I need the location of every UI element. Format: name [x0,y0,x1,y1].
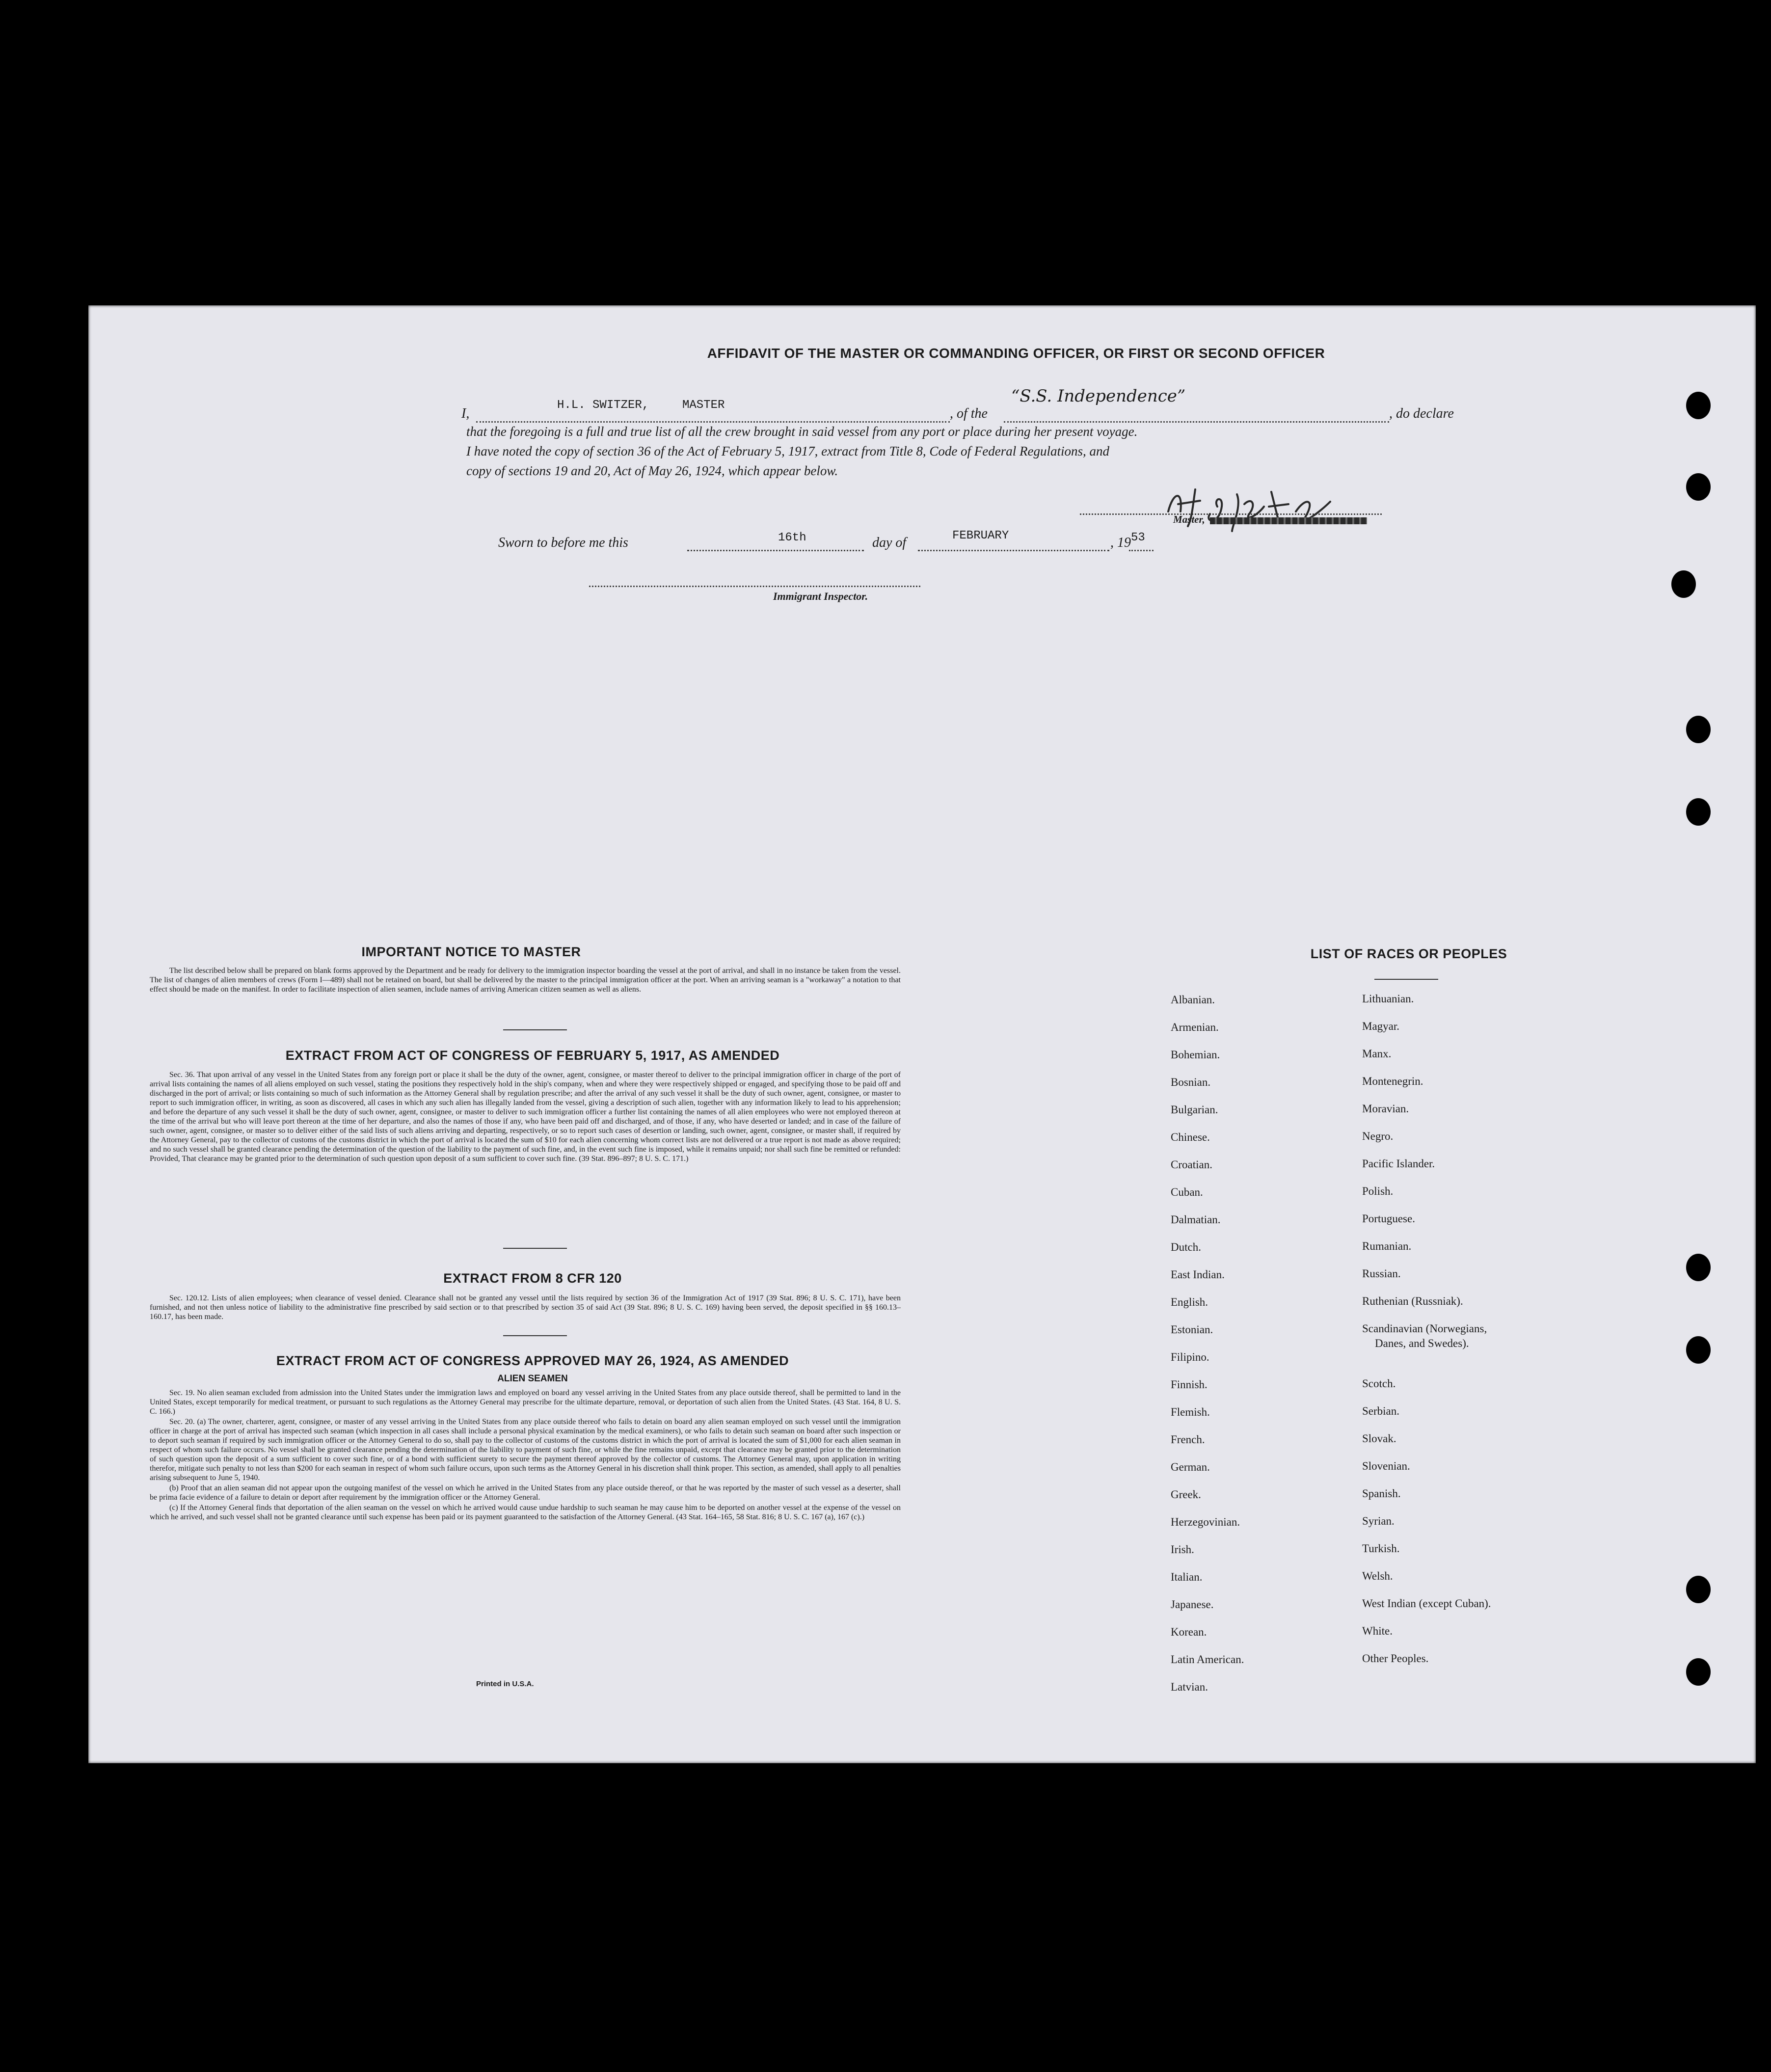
race-item: Latin American. [1171,1653,1244,1666]
binder-hole [1671,570,1696,598]
race-item: Welsh. [1362,1570,1393,1582]
signature-label: Master, [1173,513,1205,525]
year-prefix: , 19 [1110,535,1131,550]
race-item: Danes, and Swedes). [1375,1337,1469,1349]
race-item: Slovak. [1362,1432,1396,1445]
race-item: East Indian. [1171,1268,1225,1281]
race-item: Albanian. [1171,994,1215,1006]
race-item: Manx. [1362,1048,1392,1060]
month-underline [918,550,1109,551]
races-title: LIST OF RACES OR PEOPLES [1310,946,1507,961]
race-item: Bohemian. [1171,1049,1220,1061]
race-item: Polish. [1362,1185,1394,1197]
master-signature [1158,477,1345,536]
sec-19-text: Sec. 19. No alien seaman excluded from admission into the United States under the immigration laws and employed on board any vessel arriving in the United States from any place outside thereof, shall be permitted to land in the United States, except temporarily for medical treatment, or pursuant to such regulations as the Attorney General may prescribe for the ultimate departure, removal, or deportation of such alien from the United States. (43 Stat. 164, 8 U. S. C. 166.) [150,1389,901,1416]
race-item: French. [1171,1433,1205,1446]
year-underline [1129,550,1154,551]
binder-hole [1686,1336,1711,1364]
race-item: Dutch. [1171,1241,1201,1253]
race-item: Magyar. [1362,1020,1400,1032]
race-item: German. [1171,1461,1210,1473]
struck-officer-text [1210,517,1367,524]
sworn-day: 16th [778,531,806,544]
race-item: Rumanian. [1362,1240,1412,1252]
binder-hole [1686,716,1711,743]
of-the-label: , of the [950,406,988,421]
affidavit-i-label: I, [461,406,470,421]
race-item: Filipino. [1171,1351,1209,1363]
extract-1917-title: EXTRACT FROM ACT OF CONGRESS OF FEBRUARY 5, 1917, AS AMENDED [285,1048,780,1063]
race-item: Cuban. [1171,1186,1203,1198]
race-item: Bulgarian. [1171,1103,1218,1116]
document-sheet [88,305,1756,1763]
name-underline [476,421,950,423]
master-name: H.L. SWITZER, [557,399,649,412]
extract-1924-title: EXTRACT FROM ACT OF CONGRESS APPROVED MAY 26, 1924, AS AMENDED [276,1353,789,1368]
race-item: Turkish. [1362,1542,1400,1555]
extract-cfr-title: EXTRACT FROM 8 CFR 120 [443,1271,622,1286]
sworn-month: FEBRUARY [952,529,1009,542]
race-item: Armenian. [1171,1021,1219,1033]
race-item: Syrian. [1362,1515,1395,1527]
race-item: Latvian. [1171,1681,1208,1693]
binder-hole [1686,1254,1711,1281]
affidavit-statement-2: I have noted the copy of section 36 of the Act of February 5, 1917, extract from Title 8, Code of Federal Regulations, and [466,444,1110,458]
divider [503,1248,567,1249]
binder-hole [1686,1658,1711,1686]
divider [503,1029,567,1030]
race-item: Croatian. [1171,1158,1212,1171]
race-item: Slovenian. [1362,1460,1410,1472]
sec-20b-text: (b) Proof that an alien seaman did not appear upon the outgoing manifest of the vessel on which he arrived in the United States from any place outside thereof, or that he was reported by the master of such vessel as a deserter, shall be prima facie evidence of a failure to detain or deport after requirement by the immigration officer or the Attorney General. [150,1484,901,1502]
day-underline [687,550,864,551]
alien-seamen-subtitle: ALIEN SEAMEN [497,1373,568,1384]
race-item: Japanese. [1171,1598,1214,1611]
race-item: Russian. [1362,1267,1401,1280]
race-item: Estonian. [1171,1323,1213,1336]
do-declare-label: , do declare [1389,406,1454,421]
sworn-year: 53 [1131,531,1145,544]
race-item: West Indian (except Cuban). [1362,1597,1491,1610]
race-item: Herzegovinian. [1171,1516,1240,1528]
affidavit-title: AFFIDAVIT OF THE MASTER OR COMMANDING OFFICER, OR FIRST OR SECOND OFFICER [707,346,1325,361]
vessel-name: “S.S. Independence” [1011,386,1186,406]
race-item: Spanish. [1362,1487,1401,1500]
race-item: Finnish. [1171,1378,1208,1391]
race-item: Serbian. [1362,1405,1400,1417]
race-item: English. [1171,1296,1208,1308]
inspector-line [589,586,920,587]
race-item: Ruthenian (Russniak). [1362,1295,1463,1307]
race-item: Italian. [1171,1571,1203,1583]
race-item: Chinese. [1171,1131,1210,1143]
affidavit-statement-3: copy of sections 19 and 20, Act of May 26, 1924, which appear below. [466,463,838,478]
sec-20c-text: (c) If the Attorney General finds that deportation of the alien seaman on the vessel on which he arrived would cause undue hardship to such seaman he may cause him to be deported on another vessel at the expense of the vessel on which he arrived, and such vessel shall not be granted clearance until such expense has been paid or its payment guaranteed to the satisfaction of the Attorney General. (43 Stat. 164–165, 58 Stat. 816; 8 U. S. C. 167 (a), 167 (c).) [150,1504,901,1521]
race-item: Portuguese. [1362,1212,1415,1225]
race-item: Scandinavian (Norwegians, [1362,1322,1487,1335]
notice-title: IMPORTANT NOTICE TO MASTER [361,944,581,959]
binder-hole [1686,798,1711,826]
race-item: Montenegrin. [1362,1075,1423,1087]
extract-cfr-body: Sec. 120.12. Lists of alien employees; when clearance of vessel denied. Clearance shall not be granted any vessel until the lists required by section 36 of the Immigration Act of 1917 (39 Stat. 896; 8 U. S. C. 171), have been furnished, and not then unless notice of liability to the administrative fine prescribed by said section or to that prescribed by section 35 of said Act (39 Stat. 896; 8 U. S. C. 169) having been served, the deposit specified in §§ 160.13–160.17, has been made. [150,1294,901,1321]
notice-body: The list described below shall be prepared on blank forms approved by the Department and be ready for delivery to the immigration inspector boarding the vessel at the port of arrival, and shall in no instance be taken from the vessel. The list of changes of alien members of crews (Form I—489) shall not be retained on board, but shall be delivered by the master to the principal immigration officer at the port. When an arriving seaman is a "workaway" a notation to that effect should be made on the manifest. In order to facilitate inspection of alien seamen, include names of arriving American citizen seamen as well as aliens. [150,967,901,994]
race-item: Irish. [1171,1543,1194,1556]
race-item: Flemish. [1171,1406,1210,1418]
vessel-underline [1004,421,1389,423]
race-item: White. [1362,1625,1393,1637]
binder-hole [1686,1576,1711,1603]
race-item: Greek. [1171,1488,1201,1501]
day-of-label: day of [872,535,907,550]
binder-hole [1686,392,1711,419]
race-item: Korean. [1171,1626,1207,1638]
inspector-label: Immigrant Inspector. [773,590,868,602]
master-rank: MASTER [682,399,725,412]
affidavit-statement-1: that the foregoing is a full and true list of all the crew brought in said vessel from any port or place during her present voyage. [466,424,1138,439]
extract-1924-body [150,1388,901,1523]
printed-in-usa: Printed in U.S.A. [476,1680,534,1688]
divider [1374,979,1438,980]
sworn-label: Sworn to before me this [498,535,628,550]
binder-hole [1686,473,1711,501]
race-item: Other Peoples. [1362,1652,1429,1665]
race-item: Moravian. [1362,1103,1409,1115]
race-item: Bosnian. [1171,1076,1211,1088]
divider [503,1335,567,1336]
race-item: Negro. [1362,1130,1394,1142]
race-item: Dalmatian. [1171,1213,1221,1226]
race-item: Lithuanian. [1362,993,1414,1005]
extract-1917-body: Sec. 36. That upon arrival of any vessel in the United States from any foreign port or place it shall be the duty of the owner, agent, consignee, or master thereof to deliver to the principal immigration officer in charge of the port of arrival lists containing the names of all aliens employed on such vessel, stating the positions they respectively hold in the ship's company, when and where they were respectively shipped or engaged, and specifying those to be paid off and discharged in the port of arrival; or lists containing so much of such information as the Attorney General shall by regulation prescribe; and after the arrival of any such vessel it shall be the duty of such owner, agent, consignee, or master to report to such immigration officer, in writing, as soon as discovered, all cases in which any such alien has illegally landed from the vessel, giving a description of such alien, together with any information likely to lead to his apprehension; and before the departure of any such vessel it shall be the duty of such owner, agent, consignee, or master to deliver to such immigration officer a further list containing the names of all alien employees who were not employed thereon at the time of the arrival but who will leave port thereon at the time of her departure, and also the names of those if any, who have been paid off and discharged, and of those, if any, who have deserted or landed; and in case of the failure of such owner, agent, consignee, or master so to deliver either of the said lists of such aliens arriving and departing, respectively, or so to report such cases of desertion or landing, such owner, agent, consignee, or master shall, if required by the Attorney General, pay to the collector of customs of the customs district in which the port of arrival is located the sum of $10 for each alien concerning whom correct lists are not delivered or a true report is not made as above required; and no such vessel shall be granted clearance pending the determination of the question of the liability to the payment of such fine, and, in the event such fine is imposed, while it remains unpaid; nor shall such fine be remitted or refunded: Provided, That clearance may be granted prior to the determination of such question upon deposit of a sum sufficient to cover such fine. (39 Stat. 896–897; 8 U. S. C. 171.) [150,1071,901,1163]
race-item: Pacific Islander. [1362,1157,1435,1170]
sec-20a-text: Sec. 20. (a) The owner, charterer, agent, consignee, or master of any vessel arriving in the United States from any place outside thereof who fails to detain on board any alien seaman employed on such vessel until the immigration officer in charge at the port of arrival has inspected such seaman (which inspection in all cases shall include a personal physical examination by the medical examiners), or who fails to detain such seaman on board after such inspection or to deport such seaman if required by such immigration officer or the Attorney General to do so, shall pay to the collector of customs of the customs district in which the port of arrival is located the sum of $1,000 for each alien seaman in respect of whom such failure occurs. No vessel shall be granted clearance pending the determination of the liability to payment of such fine, or while the fine remains unpaid, except that clearance may be granted prior to the determination of such question upon the deposit of a sum sufficient to cover such fine, or of a bond with sufficient surety to secure the payment thereof approved by the collector of customs. The Attorney General may, upon application in writing therefor, mitigate such penalty to not less than $200 for each seaman in respect of whom such failure occurs, upon such terms as the Attorney General in his discretion shall think proper. This section, as amended, shall apply to all penalties arising subsequent to June 5, 1940. [150,1418,901,1482]
race-item: Scotch. [1362,1377,1396,1390]
